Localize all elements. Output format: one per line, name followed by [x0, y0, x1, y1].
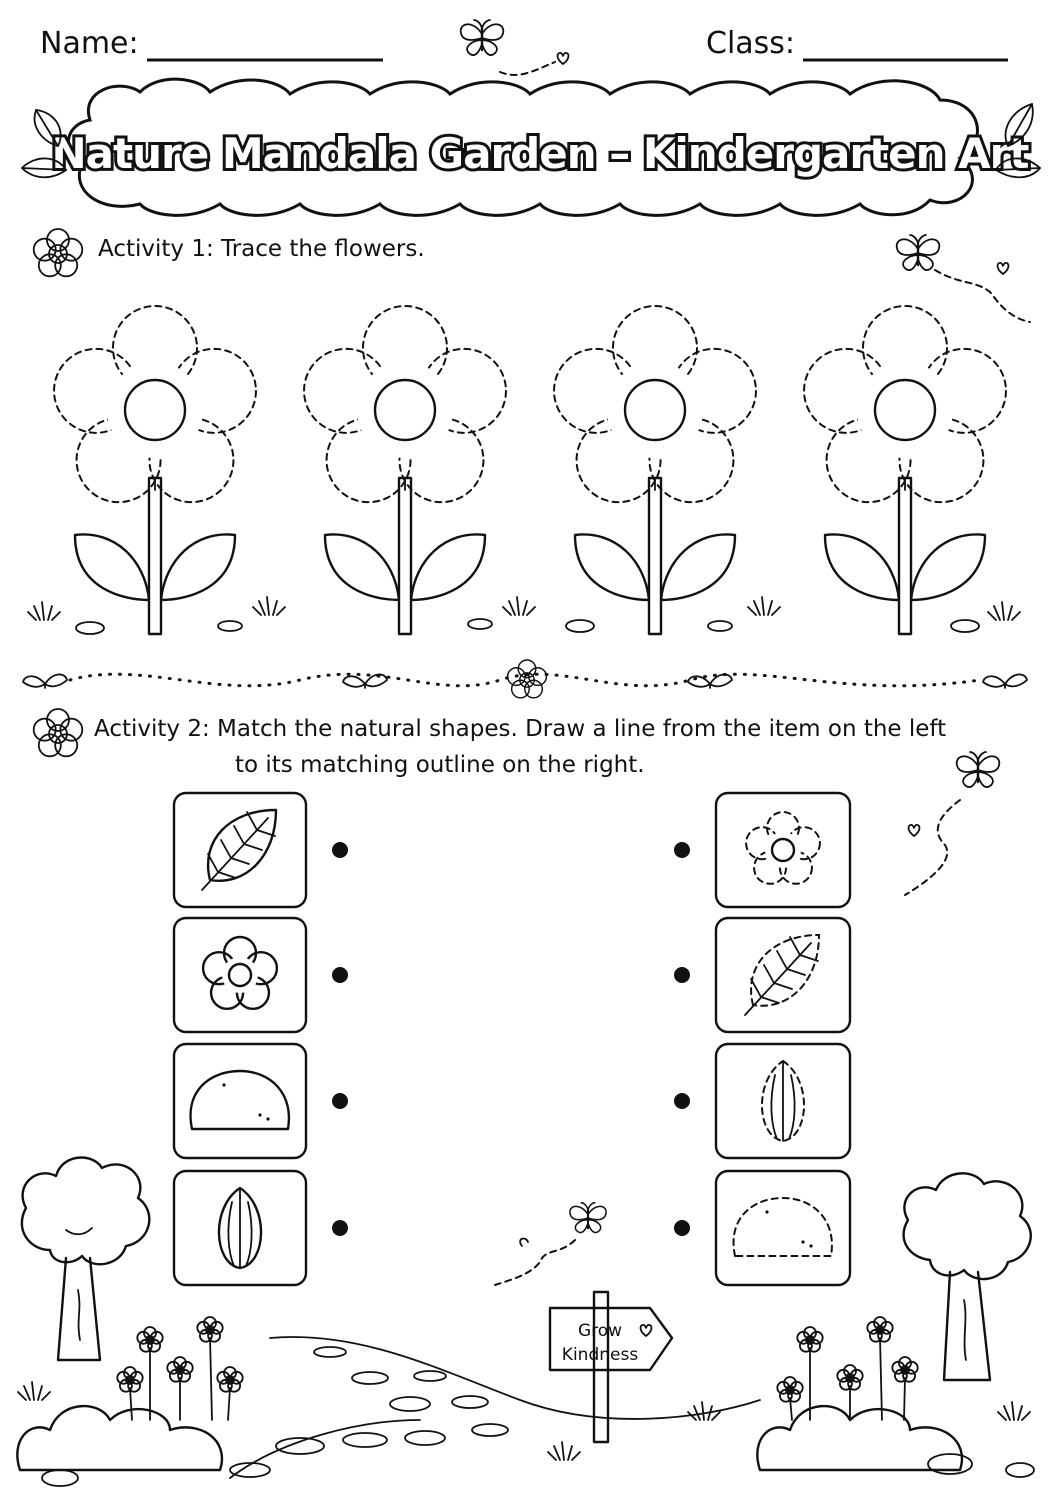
left-item-box[interactable] — [174, 1171, 306, 1285]
left-item-box[interactable] — [174, 793, 306, 907]
trace-flower[interactable] — [554, 306, 756, 634]
name-label: Name: — [40, 26, 139, 61]
left-match-dot[interactable] — [332, 842, 348, 858]
divider-vine — [23, 660, 1027, 698]
flight-path-icon — [935, 270, 1030, 322]
left-item-box[interactable] — [174, 1044, 306, 1158]
left-match-dot[interactable] — [332, 1220, 348, 1236]
left-match-dot[interactable] — [332, 1093, 348, 1109]
right-outline-box[interactable] — [716, 793, 850, 907]
sign-text-line2: Kindness — [561, 1345, 639, 1365]
title-banner — [52, 79, 1030, 215]
right-match-dot[interactable] — [674, 1093, 690, 1109]
trace-flower[interactable] — [804, 306, 1006, 634]
leaf-outline-icon — [745, 935, 819, 1015]
right-outline-box[interactable] — [716, 1044, 850, 1158]
heart-icon — [909, 825, 920, 836]
left-match-dot[interactable] — [332, 967, 348, 983]
seed-outline-icon — [762, 1061, 804, 1141]
stone-outline-icon — [734, 1198, 832, 1256]
flight-path-icon — [905, 800, 960, 895]
activity1-label: Activity 1: Trace the flowers. — [98, 236, 425, 262]
right-outline-box[interactable] — [716, 918, 850, 1032]
left-item-box[interactable] — [174, 918, 306, 1032]
sign-text-line1: Grow — [577, 1321, 623, 1341]
activity2-label-line1: Activity 2: Match the natural shapes. Draw a line from the item on the left — [94, 716, 947, 742]
butterfly-icon — [897, 235, 940, 270]
leaf-icon — [202, 810, 276, 890]
heart-icon — [558, 53, 569, 64]
flower-icon — [34, 229, 83, 276]
stone-icon — [191, 1071, 289, 1129]
right-match-dot[interactable] — [674, 842, 690, 858]
butterfly-icon — [570, 1203, 606, 1233]
butterfly-icon — [957, 752, 1000, 787]
right-outline-box[interactable] — [716, 1171, 850, 1285]
seed-icon — [219, 1188, 261, 1268]
right-match-dot[interactable] — [674, 967, 690, 983]
swirl-icon — [520, 1239, 528, 1246]
butterfly-icon — [461, 20, 504, 55]
activity2-label-line2: to its matching outline on the right. — [235, 752, 645, 778]
right-match-dot[interactable] — [674, 1220, 690, 1236]
matching-area — [174, 793, 850, 1285]
flower-outline-icon — [746, 812, 820, 884]
class-label: Class: — [706, 26, 796, 61]
ground-decoration — [28, 597, 1020, 634]
trace-flower[interactable] — [304, 306, 506, 634]
flight-path-icon — [500, 62, 555, 75]
page-title: Nature Mandala Garden – Kindergarten Art — [51, 129, 1029, 178]
flower-icon — [203, 937, 277, 1009]
trace-flower[interactable] — [54, 306, 256, 634]
flight-path-icon — [495, 1240, 575, 1285]
heart-icon — [998, 263, 1009, 274]
garden-scene — [17, 1158, 1034, 1486]
trace-flowers-row — [54, 306, 1006, 634]
flower-icon — [34, 709, 83, 756]
